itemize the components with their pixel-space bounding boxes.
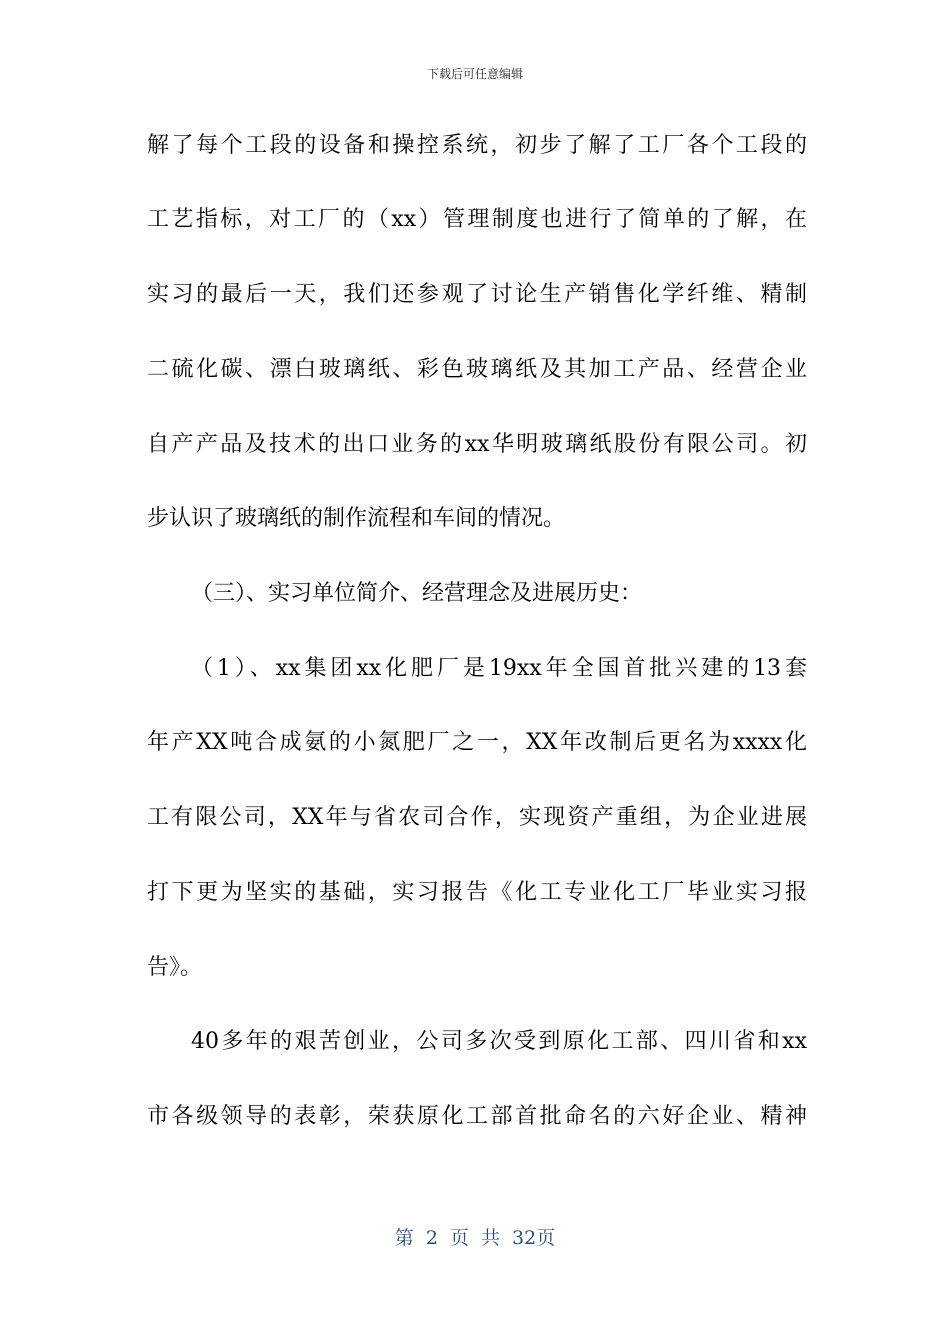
- page-header: 下载后可任意编辑: [426, 67, 523, 81]
- page-number: 第 2 页 共 32页: [394, 1227, 556, 1249]
- text-line: 40多年的艰苦创业，公司多次受到原化工部、四川省和xx: [191, 1029, 807, 1054]
- text-line: 步认识了玻璃纸的制作流程和车间的情况。: [147, 506, 566, 531]
- text-line: 自产产品及技术的出口业务的xx华明玻璃纸股份有限公司。初: [147, 432, 807, 457]
- text-line: 工艺指标，对工厂的（xx）管理制度也进行了简单的了解，在: [147, 207, 807, 232]
- section-heading: （三）、实习单位简介、经营理念及进展历史：: [191, 581, 643, 606]
- text-line: 市各级领导的表彰，荣获原化工部首批命名的六好企业、精神: [147, 1104, 807, 1129]
- text-line: 年产XX吨合成氨的小氮肥厂之一，XX年改制后更名为xxxx化: [147, 730, 807, 755]
- text-line: 解了每个工段的设备和操控系统，初步了解了工厂各个工段的: [147, 133, 807, 158]
- text-line: （1）、xx集团xx化肥厂是19xx年全国首批兴建的13套: [191, 656, 807, 681]
- text-line: 二硫化碳、漂白玻璃纸、彩色玻璃纸及其加工产品、经营企业: [147, 357, 807, 382]
- text-line: 告》。: [147, 955, 203, 980]
- text-line: 实习的最后一天，我们还参观了讨论生产销售化学纤维、精制: [147, 282, 807, 307]
- text-line: 工有限公司，XX年与省农司合作，实现资产重组，为企业进展: [147, 805, 807, 830]
- text-line: 打下更为坚实的基础，实习报告《化工专业化工厂毕业实习报: [147, 880, 807, 905]
